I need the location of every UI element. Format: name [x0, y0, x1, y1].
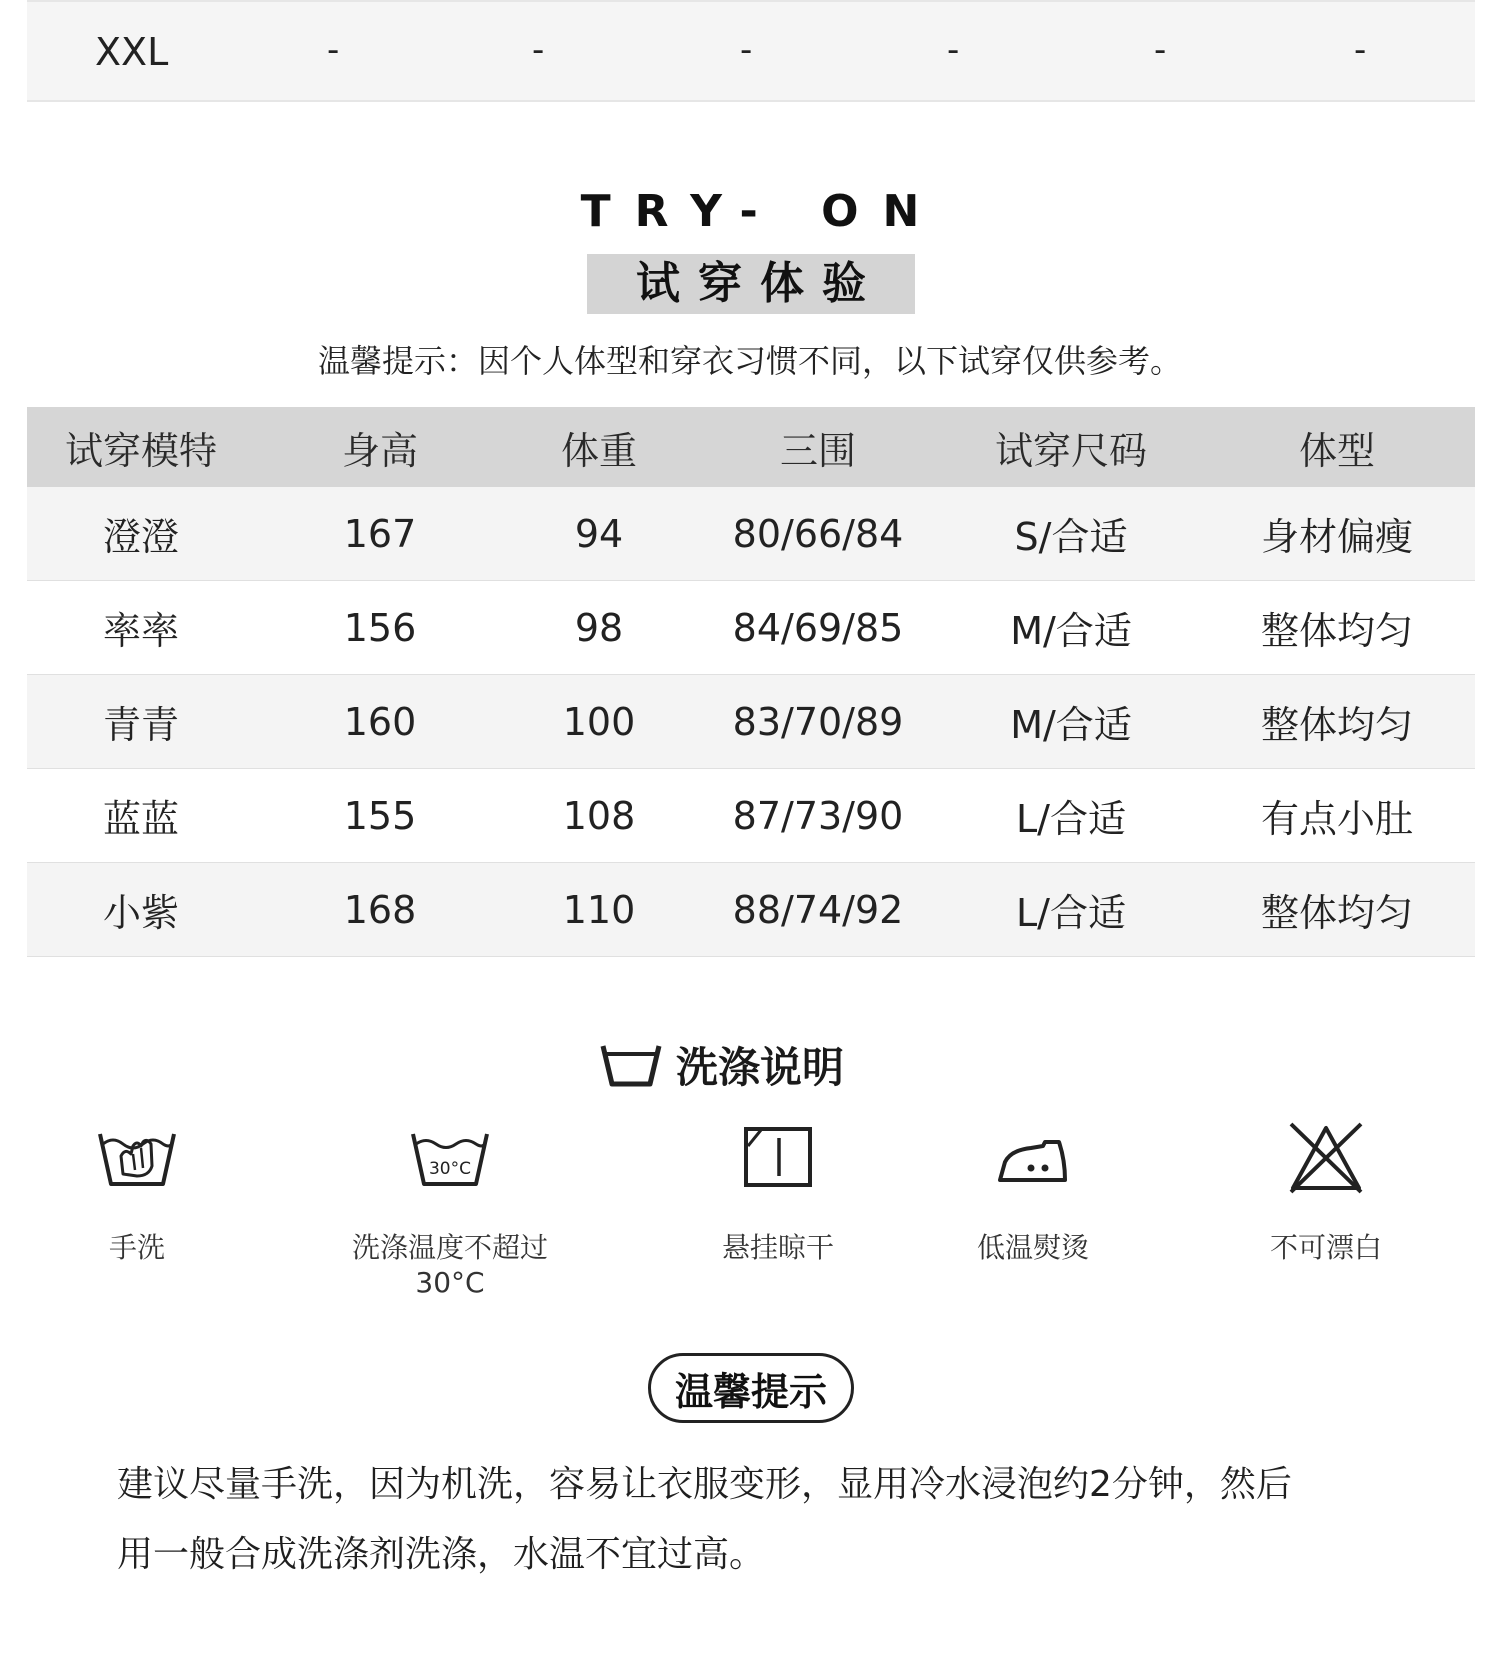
wash-30c-text: 30°C: [428, 1159, 472, 1179]
tryon-title-en: TRY- ON: [580, 186, 944, 237]
table-row: [27, 581, 1475, 675]
header-measurements: 三围: [779, 428, 856, 473]
cell-height: 167: [343, 511, 417, 556]
line-dry-label: 悬挂晾干: [721, 1231, 834, 1264]
low-iron-icon: [997, 1136, 1069, 1184]
cell-weight: 108: [562, 793, 636, 838]
cell-weight: 110: [562, 887, 636, 932]
cell-size: S/合适: [1014, 515, 1128, 559]
size-table-row-xxl: [27, 0, 1475, 102]
size-cell: -: [532, 30, 545, 70]
size-cell: -: [947, 30, 960, 70]
size-cell: -: [1354, 30, 1367, 70]
wash-section-title: [600, 1035, 844, 1095]
tip-line-1: 建议尽量手洗，因为机洗，容易让衣服变形，显用冷水浸泡约2分钟，然后: [117, 1464, 1292, 1505]
table-row: [27, 675, 1475, 769]
hand-wash-label: 手洗: [108, 1231, 165, 1264]
cell-height: 160: [343, 699, 417, 744]
table-row: [27, 863, 1475, 957]
header-height: 身高: [341, 428, 418, 473]
cell-weight: 98: [574, 605, 624, 650]
header-size: 试穿尺码: [994, 428, 1147, 473]
cell-height: 156: [343, 605, 417, 650]
wash-30c-label: 洗涤温度不超过30°C: [351, 1231, 548, 1299]
cell-size: L/合适: [1016, 797, 1126, 841]
cell-body-type: 整体均匀: [1260, 609, 1413, 653]
cell-model: 蓝蓝: [102, 797, 179, 841]
cell-size: M/合适: [1010, 609, 1132, 653]
tryon-notice: 温馨提示：因个人体型和穿衣习惯不同，以下试穿仅供参考。: [317, 342, 1182, 380]
cell-body-type: 有点小肚: [1260, 797, 1413, 841]
cell-body-type: 整体均匀: [1260, 703, 1413, 747]
table-row: [27, 769, 1475, 863]
table-row: [27, 487, 1475, 581]
cell-weight: 100: [562, 699, 636, 744]
cell-measurements: 80/66/84: [732, 511, 904, 556]
low-iron-label: 低温熨烫: [976, 1231, 1089, 1264]
cell-model: 率率: [102, 609, 179, 653]
line-dry-icon: [743, 1126, 813, 1188]
header-body-type: 体型: [1298, 428, 1375, 473]
cell-model: 青青: [102, 703, 179, 747]
no-bleach-label: 不可漂白: [1269, 1231, 1382, 1264]
header-weight: 体重: [560, 428, 637, 473]
cell-measurements: 83/70/89: [732, 699, 904, 744]
tip-body: [117, 1450, 1407, 1590]
cell-measurements: 88/74/92: [732, 887, 904, 932]
table-header-row: [27, 407, 1475, 487]
tryon-table: [27, 407, 1475, 957]
wash-title-text: 洗涤说明: [676, 1043, 845, 1092]
no-bleach-icon: [1287, 1120, 1365, 1196]
cell-height: 155: [343, 793, 417, 838]
cell-height: 168: [343, 887, 417, 932]
size-cell: -: [1154, 30, 1167, 70]
wash-30c-icon: [410, 1128, 490, 1190]
size-cell: -: [740, 30, 753, 70]
wash-basin-icon: [600, 1042, 662, 1088]
tip-title: 温馨提示: [648, 1353, 854, 1423]
cell-body-type: 身材偏瘦: [1260, 515, 1413, 559]
cell-weight: 94: [574, 511, 624, 556]
tryon-title-cn: 试穿体验: [636, 258, 884, 309]
cell-model: 小紫: [102, 891, 179, 935]
cell-model: 澄澄: [102, 515, 179, 559]
cell-size: M/合适: [1010, 703, 1132, 747]
hand-wash-icon: [97, 1126, 177, 1190]
tip-line-2: 用一般合成洗涤剂洗涤，水温不宜过高。: [117, 1534, 766, 1575]
cell-measurements: 87/73/90: [732, 793, 904, 838]
header-model: 试穿模特: [64, 428, 217, 473]
cell-measurements: 84/69/85: [732, 605, 904, 650]
cell-size: L/合适: [1016, 891, 1126, 935]
size-label: XXL: [95, 30, 169, 74]
size-cell: -: [327, 30, 340, 70]
cell-body-type: 整体均匀: [1260, 891, 1413, 935]
